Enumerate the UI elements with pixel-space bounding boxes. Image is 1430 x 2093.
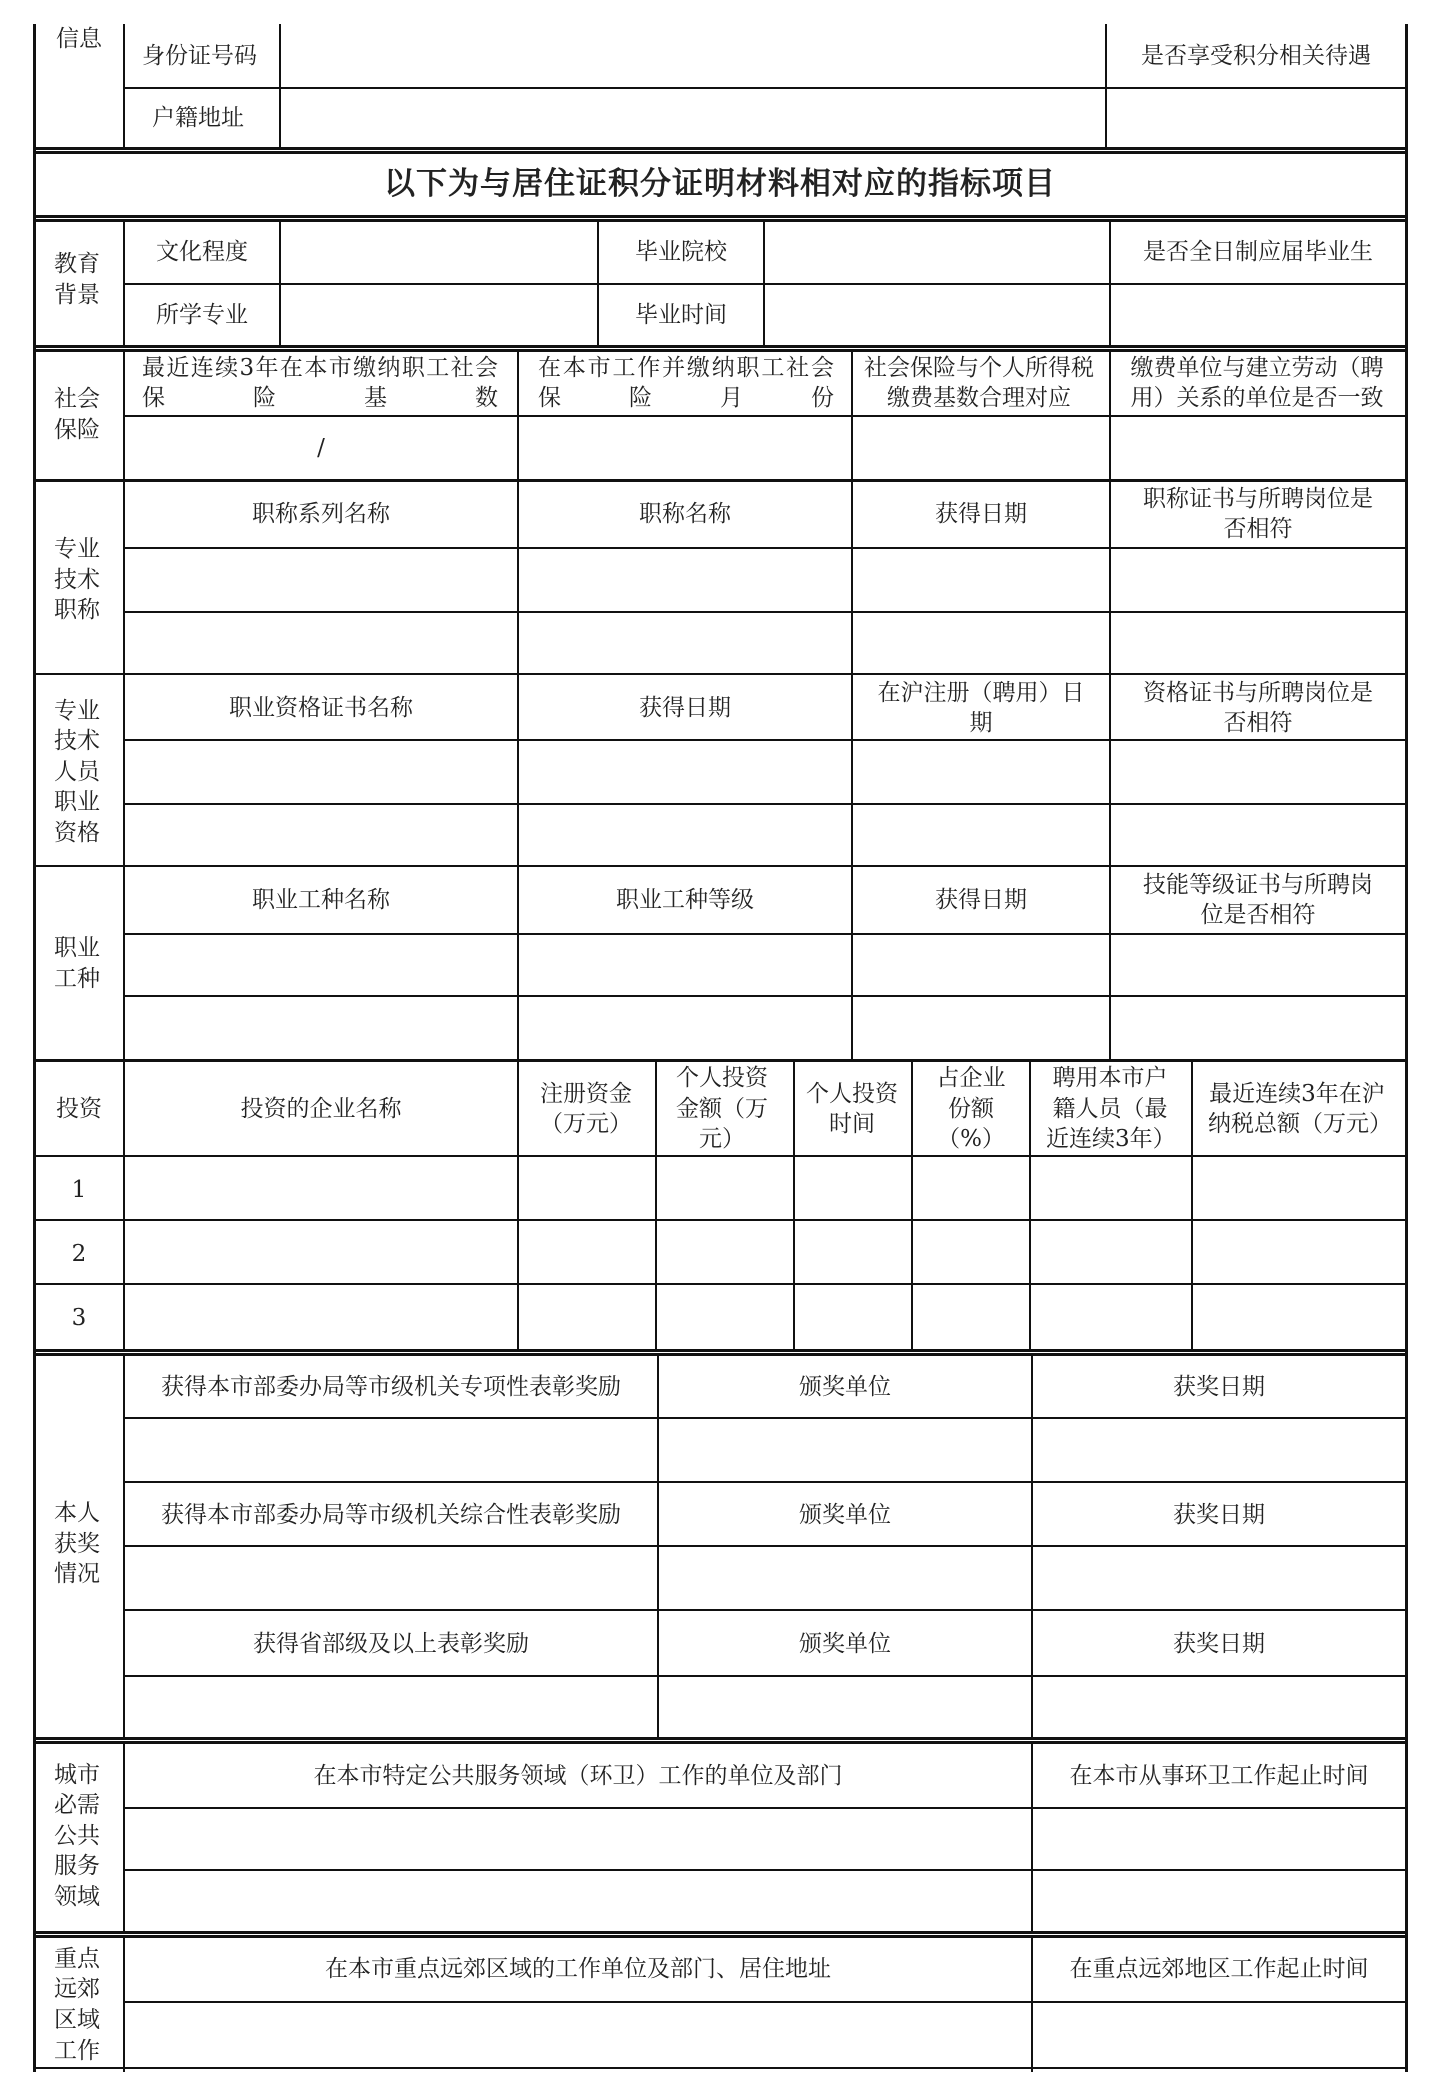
table-rule (124, 283, 1406, 285)
provincial-award-label: 获得省部级及以上表彰奖励 (253, 1630, 529, 1657)
id-number-label: 身份证号码 (142, 42, 257, 69)
section-label-professional-title: 专业技术职称 (54, 536, 100, 624)
table-rule (124, 415, 1406, 417)
table-rule (1031, 1354, 1033, 1738)
table-rule (34, 1349, 1406, 1352)
table-rule (123, 220, 125, 346)
table-rule (34, 349, 1406, 352)
professional-title-header-1: 职称系列名称 (252, 500, 390, 527)
investment-header-1: 投资的企业名称 (240, 1095, 402, 1122)
graduation-time-field[interactable] (764, 284, 1110, 346)
table-rule (34, 215, 1406, 218)
table-rule (124, 1609, 1406, 1611)
table-rule (124, 1807, 1406, 1809)
table-rule (655, 1060, 657, 1350)
table-rule (124, 803, 1406, 805)
table-rule (124, 1675, 1406, 1677)
school-field[interactable] (764, 220, 1110, 284)
table-rule (124, 1869, 1406, 1871)
table-rule (851, 480, 853, 674)
section-label-personal: 信息 (56, 26, 102, 52)
section-label-suburban: 重点远郊区域工作 (54, 1945, 100, 2064)
investment-row-number: 3 (71, 1304, 87, 1331)
investment-header-2: 注册资金（万元） (540, 1080, 632, 1137)
table-rule (851, 350, 853, 480)
fulltime-fresh-field[interactable] (1110, 284, 1406, 346)
school-label: 毕业院校 (635, 238, 727, 265)
points-treatment-label: 是否享受积分相关待遇 (1141, 42, 1371, 69)
table-rule (517, 1060, 519, 1350)
table-rule (279, 220, 281, 346)
investment-header-5: 占企业份额（%） (936, 1065, 1006, 1153)
table-rule (33, 24, 36, 2072)
major-field[interactable] (280, 284, 598, 346)
public-service-period-label: 在本市从事环卫工作起止时间 (1069, 1762, 1369, 1789)
table-rule (34, 1931, 1406, 1934)
table-rule (34, 1935, 1406, 1938)
table-rule (1191, 1060, 1193, 1350)
id-number-field[interactable] (280, 24, 1106, 88)
suburban-period-label: 在重点远郊地区工作起止时间 (1069, 1955, 1369, 1982)
table-rule (763, 220, 765, 346)
table-rule (124, 739, 1406, 741)
table-rule (124, 611, 1406, 613)
table-rule (34, 1737, 1406, 1740)
social-insurance-header-2: 在本市工作并缴纳职工社会保险月份 (538, 354, 834, 411)
household-address-label: 户籍地址 (152, 104, 244, 131)
qualification-header-1: 职业资格证书名称 (229, 694, 413, 721)
table-rule (1031, 1936, 1033, 2072)
table-rule (34, 1283, 1406, 1285)
comprehensive-award-label: 获得本市部委办局等市级机关综合性表彰奖励 (161, 1501, 621, 1528)
comprehensive-award-date-label: 获奖日期 (1173, 1501, 1265, 1528)
investment-header-6: 聘用本市户籍人员（最近连续3年） (1046, 1065, 1176, 1153)
professional-title-header-4: 职称证书与所聘岗位是否相符 (1143, 485, 1373, 542)
table-rule (1031, 1742, 1033, 1932)
table-rule (34, 2067, 1406, 2069)
provincial-award-issuer-label: 颁奖单位 (799, 1630, 891, 1657)
suburban-unit-label: 在本市重点远郊区域的工作单位及部门、居住地址 (325, 1955, 831, 1982)
table-rule (123, 866, 125, 1060)
table-rule (34, 479, 1406, 482)
table-rule (34, 1059, 1406, 1062)
table-rule (517, 866, 519, 1060)
table-rule (123, 1354, 125, 1738)
social-insurance-value-4[interactable] (1110, 418, 1406, 478)
table-rule (911, 1060, 913, 1350)
table-rule (1109, 220, 1111, 346)
section-heading: 以下为与居住证积分证明材料相对应的指标项目 (384, 165, 1056, 202)
section-label-vocational-skill: 职业工种 (54, 935, 100, 992)
table-rule (657, 1354, 659, 1738)
professional-title-header-2: 职称名称 (639, 500, 731, 527)
professional-title-header-3: 获得日期 (935, 500, 1027, 527)
social-insurance-header-1: 最近连续3年在本市缴纳职工社会保险基数 (142, 354, 498, 411)
points-treatment-field[interactable] (1106, 88, 1406, 148)
qualification-header-4: 资格证书与所聘岗位是否相符 (1143, 679, 1373, 736)
section-label-awards: 本人获奖情况 (54, 1500, 100, 1588)
special-award-issuer-label: 颁奖单位 (799, 1373, 891, 1400)
social-insurance-value-2[interactable] (518, 418, 852, 478)
table-rule (1029, 1060, 1031, 1350)
qualification-header-2: 获得日期 (639, 694, 731, 721)
table-rule (124, 1545, 1406, 1547)
table-rule (123, 350, 125, 480)
investment-row-number: 1 (71, 1176, 87, 1203)
table-rule (34, 151, 1406, 154)
table-rule (123, 674, 125, 866)
table-rule (124, 2001, 1406, 2003)
table-rule (1109, 674, 1111, 866)
table-rule (851, 866, 853, 1060)
table-rule (124, 1481, 1406, 1483)
table-rule (1105, 24, 1107, 148)
degree-label: 文化程度 (156, 238, 248, 265)
section-label-investment: 投资 (56, 1095, 102, 1122)
investment-header-7: 最近连续3年在沪纳税总额（万元） (1208, 1080, 1392, 1137)
special-award-date-label: 获奖日期 (1173, 1373, 1265, 1400)
table-rule (279, 24, 281, 148)
vocational-header-2: 职业工种等级 (616, 886, 754, 913)
table-rule (517, 480, 519, 674)
table-rule (1405, 24, 1408, 2072)
table-rule (123, 1742, 125, 1932)
table-rule (1109, 480, 1111, 674)
table-rule (34, 1155, 1406, 1157)
investment-row-number: 2 (71, 1240, 87, 1267)
table-rule (34, 1353, 1406, 1356)
vocational-header-4: 技能等级证书与所聘岗位是否相符 (1143, 871, 1373, 928)
investment-header-3: 个人投资金额（万元） (676, 1065, 768, 1153)
table-rule (124, 1417, 1406, 1419)
qualification-header-3: 在沪注册（聘用）日期 (877, 679, 1085, 736)
social-insurance-header-4: 缴费单位与建立劳动（聘用）关系的单位是否一致 (1130, 354, 1384, 411)
table-rule (34, 219, 1406, 222)
household-address-field[interactable] (280, 88, 1106, 148)
table-rule (597, 220, 599, 346)
vocational-header-3: 获得日期 (935, 886, 1027, 913)
table-rule (34, 1741, 1406, 1744)
table-rule (34, 345, 1406, 348)
table-rule (1109, 866, 1111, 1060)
degree-field[interactable] (280, 220, 598, 284)
table-rule (34, 865, 1406, 867)
table-rule (124, 995, 1406, 997)
table-rule (851, 674, 853, 866)
table-rule (123, 1936, 125, 2072)
vocational-header-1: 职业工种名称 (252, 886, 390, 913)
fulltime-fresh-label: 是否全日制应届毕业生 (1143, 238, 1373, 265)
special-award-label: 获得本市部委办局等市级机关专项性表彰奖励 (161, 1373, 621, 1400)
investment-header-4: 个人投资时间 (806, 1080, 898, 1137)
table-rule (793, 1060, 795, 1350)
section-label-social-insurance: 社会保险 (54, 386, 100, 443)
table-rule (517, 674, 519, 866)
table-rule (124, 933, 1406, 935)
table-rule (124, 87, 1406, 89)
table-rule (123, 480, 125, 674)
table-rule (34, 147, 1406, 150)
table-rule (1109, 350, 1111, 480)
table-rule (34, 673, 1406, 675)
social-insurance-value-1[interactable]: / (317, 434, 325, 461)
table-rule (123, 1060, 125, 1350)
graduation-time-label: 毕业时间 (635, 301, 727, 328)
table-rule (124, 547, 1406, 549)
provincial-award-date-label: 获奖日期 (1173, 1630, 1265, 1657)
table-rule (123, 24, 125, 148)
table-rule (34, 1219, 1406, 1221)
section-label-public-service: 城市必需公共服务领域 (54, 1761, 100, 1910)
table-rule (517, 350, 519, 480)
major-label: 所学专业 (156, 301, 248, 328)
section-label-professional-qualification: 专业技术人员职业资格 (54, 697, 100, 846)
social-insurance-header-3: 社会保险与个人所得税缴费基数合理对应 (864, 354, 1094, 411)
comprehensive-award-issuer-label: 颁奖单位 (799, 1501, 891, 1528)
public-service-unit-label: 在本市特定公共服务领域（环卫）工作的单位及部门 (313, 1762, 843, 1789)
social-insurance-value-3[interactable] (852, 418, 1110, 478)
section-label-education: 教育背景 (54, 251, 100, 308)
